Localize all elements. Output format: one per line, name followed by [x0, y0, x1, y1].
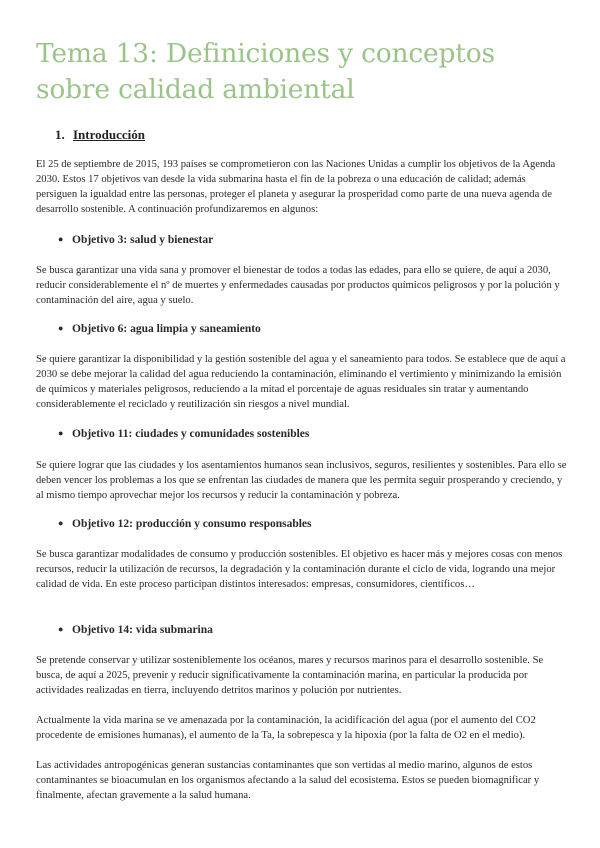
section-heading: [55, 127, 145, 143]
bullet-icon: ●: [58, 323, 64, 333]
objective-paragraph: Se quiere lograr que las ciudades y los asentamientos humanos sean inclusivos, seguros, resilientes y sostenibles. Para ello se deben vencer los problemas a los que se enfrentan las ciudades de manera que les permita seguir prosperando y creciendo, y al mismo tiempo aprovechar mejor los recursos y reducir la contaminación y pobreza.: [36, 460, 567, 501]
objective-heading: [58, 428, 309, 440]
bullet-icon: ●: [58, 624, 64, 634]
objective-paragraph: Se busca garantizar modalidades de consumo y producción sostenibles. El objetivo es hacer más y mejores cosas con menos recursos, reducir la utilización de recursos, la degradación y la contaminación durante el ciclo de vida, logrando una mejor calidad de vida. En este proceso participan distintos interesados: empresas, consumidores, científicos…: [36, 549, 563, 590]
bullet-icon: ●: [58, 234, 64, 244]
objective-paragraph: Se pretende conservar y utilizar sosteniblemente los océanos, mares y recursos marinos para el desarrollo sostenible. Se busca, de aquí a 2025, prevenir y reducir significativamente la contaminación marina, en particular la producida por actividades realizadas en tierra, incluyendo detritos marinos y polución por nutrientes.: [36, 655, 544, 696]
objective-heading: [58, 624, 213, 636]
objective-heading-label: Objetivo 14: vida submarina: [72, 624, 213, 636]
document-title: Tema 13: Definiciones y conceptos sobre calidad ambiental: [36, 38, 495, 105]
objective-heading-label: Objetivo 6: agua limpia y saneamiento: [72, 323, 261, 335]
section-number: 1.: [55, 127, 65, 142]
objective-heading-label: Objetivo 3: salud y bienestar: [72, 234, 214, 246]
objective-paragraph: Se quiere garantizar la disponibilidad y la gestión sostenible del agua y el saneamiento para todos. Se establece que de aquí a 2030 se debe mejorar la calidad del agua reduciendo la contaminación, eliminando el vertimiento y minimizando la emisión de químicos y materiales peligrosos, reduciendo a la mitad el porcentaje de aguas residuales sin tratar y aumentando considerablemente el reciclado y reutilización sin riesgos a nivel mundial.: [36, 354, 566, 410]
objective-paragraph: Se busca garantizar una vida sana y promover el bienestar de todos a todas las edades, para ello se quiere, de aquí a 2030, reducir considerablemente el nº de muertes y enfermedades causadas por productos químicos peligrosos y por la polución y contaminación del aire, agua y suelo.: [36, 265, 560, 306]
objective-paragraph: Actualmente la vida marina se ve amenazada por la contaminación, la acidificación del agua (por el aumento del CO2 procedente de emisiones humanas), el aumento de la Ta, la sobrepesca y la hipoxia (por la falta de O2 en el medio).: [36, 715, 536, 741]
intro-paragraph: El 25 de septiembre de 2015, 193 países se comprometieron con las Naciones Unidas a cumplir los objetivos de la Agenda 2030. Estos 17 objetivos van desde la vida submarina hasta el fin de la pobreza o una educación de calidad; además persiguen la igualdad entre las personas, proteger el planeta y asegurar la prosperidad como parte de una nueva agenda de desarrollo sostenible. A continuación profundizaremos en algunos:: [36, 159, 556, 215]
bullet-icon: ●: [58, 518, 64, 528]
objective-heading: [58, 323, 261, 335]
objective-heading: [58, 234, 213, 246]
objective-paragraph: Las actividades antropogénicas generan sustancias contaminantes que son vertidas al medio marino, algunos de estos contaminantes se bioacumulan en los organismos afectando a la salud del ecosistema. Estos se pueden biomagnificar y finalmente, afectan gravemente a la salud humana.: [36, 760, 540, 801]
objective-heading-label: Objetivo 11: ciudades y comunidades sostenibles: [72, 428, 310, 440]
objective-heading-label: Objetivo 12: producción y consumo responsables: [72, 518, 312, 530]
section-label: Introducción: [73, 127, 145, 142]
bullet-icon: ●: [58, 428, 64, 438]
objective-heading: [58, 518, 312, 530]
